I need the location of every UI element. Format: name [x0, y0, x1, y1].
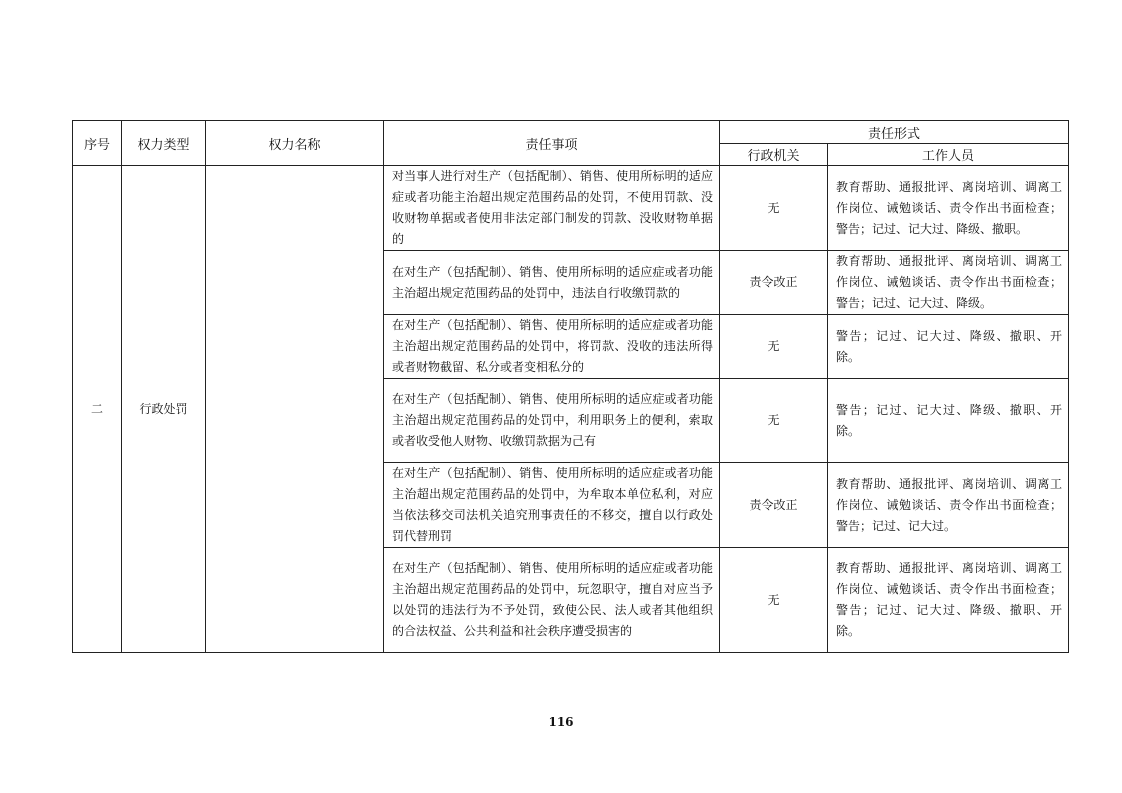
responsibility-table	[72, 120, 1069, 653]
org-cell: 无	[720, 315, 828, 379]
staff-cell: 教育帮助、通报批评、离岗培训、调离工作岗位、诫勉谈话、责令作出书面检查；警告；记过、记大过、降级、撤职。	[828, 166, 1069, 251]
header-matter: 责任事项	[384, 121, 720, 166]
staff-cell: 教育帮助、通报批评、离岗培训、调离工作岗位、诫勉谈话、责令作出书面检查；警告；记过、记大过。	[828, 463, 1069, 548]
matter-cell: 在对生产（包括配制）、销售、使用所标明的适应症或者功能主治超出规定范围药品的处罚中，玩忽职守，擅自对应当予以处罚的违法行为不予处罚，致使公民、法人或者其他组织的合法权益、公共利益和社会秩序遭受损害的	[384, 548, 720, 653]
header-form: 责任形式	[720, 121, 1069, 144]
header-power-type: 权力类型	[122, 121, 206, 166]
org-cell: 无	[720, 548, 828, 653]
header-seq: 序号	[73, 121, 122, 166]
org-cell: 责令改正	[720, 251, 828, 315]
matter-cell: 在对生产（包括配制）、销售、使用所标明的适应症或者功能主治超出规定范围药品的处罚中，利用职务上的便利，索取或者收受他人财物、收缴罚款据为己有	[384, 379, 720, 463]
staff-cell: 警告；记过、记大过、降级、撤职、开除。	[828, 315, 1069, 379]
table-row	[73, 166, 1069, 251]
power-name-cell	[206, 166, 384, 653]
header-staff: 工作人员	[828, 144, 1069, 166]
org-cell: 无	[720, 379, 828, 463]
staff-cell: 教育帮助、通报批评、离岗培训、调离工作岗位、诫勉谈话、责令作出书面检查；警告；记过、记大过、降级。	[828, 251, 1069, 315]
org-cell: 无	[720, 166, 828, 251]
org-cell: 责令改正	[720, 463, 828, 548]
matter-cell: 在对生产（包括配制）、销售、使用所标明的适应症或者功能主治超出规定范围药品的处罚中，将罚款、没收的违法所得或者财物截留、私分或者变相私分的	[384, 315, 720, 379]
header-power-name: 权力名称	[206, 121, 384, 166]
staff-cell: 教育帮助、通报批评、离岗培训、调离工作岗位、诫勉谈话、责令作出书面检查；警告；记过、记大过、降级、撤职、开除。	[828, 548, 1069, 653]
matter-cell: 在对生产（包括配制）、销售、使用所标明的适应症或者功能主治超出规定范围药品的处罚中，为牟取本单位私利，对应当依法移交司法机关追究刑事责任的不移交，擅自以行政处罚代替刑罚	[384, 463, 720, 548]
matter-cell: 对当事人进行对生产（包括配制）、销售、使用所标明的适应症或者功能主治超出规定范围药品的处罚，不使用罚款、没收财物单据或者使用非法定部门制发的罚款、没收财物单据的	[384, 166, 720, 251]
header-org: 行政机关	[720, 144, 828, 166]
seq-cell: 二	[73, 166, 122, 653]
page-number: 116	[548, 715, 574, 729]
staff-cell: 警告；记过、记大过、降级、撤职、开除。	[828, 379, 1069, 463]
header-row	[73, 121, 1069, 144]
matter-cell: 在对生产（包括配制）、销售、使用所标明的适应症或者功能主治超出规定范围药品的处罚中，违法自行收缴罚款的	[384, 251, 720, 315]
power-type-cell: 行政处罚	[122, 166, 206, 653]
